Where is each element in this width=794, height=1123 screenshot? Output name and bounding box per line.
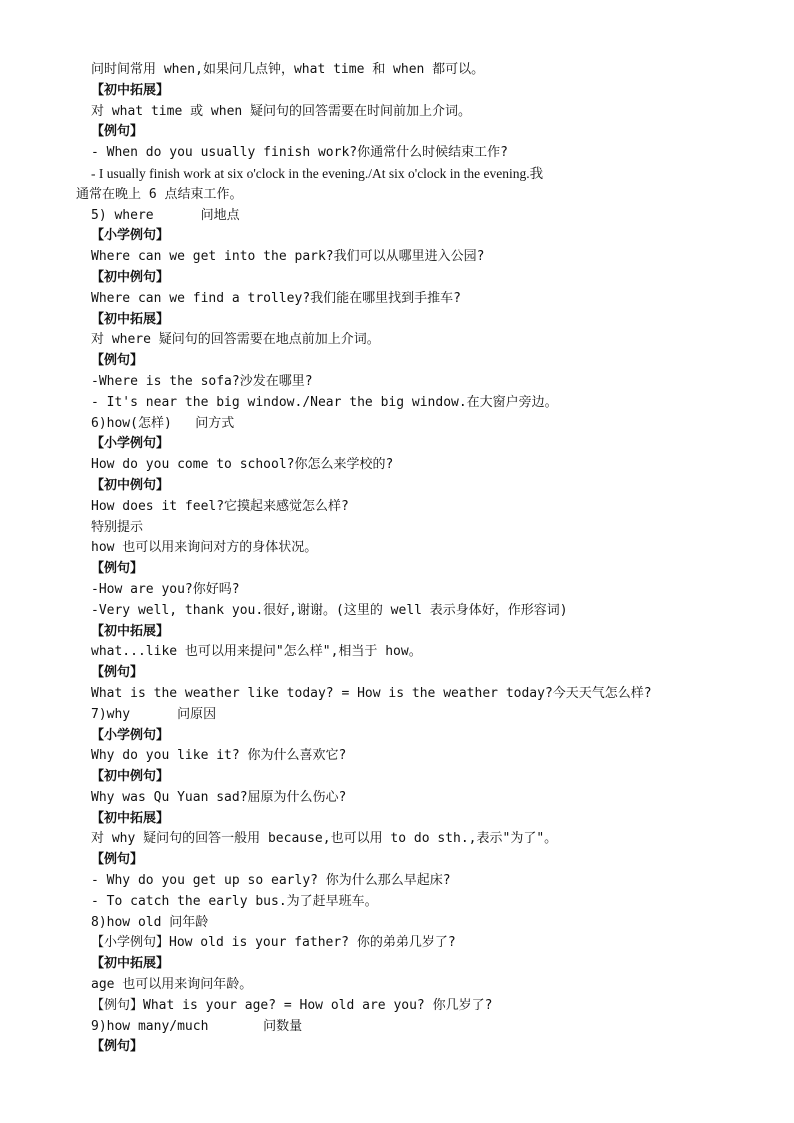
topic-heading: 9)how many/much 问数量 <box>91 1018 303 1034</box>
example-sentence: 【例句】What is your age? = How old are you? 你几岁了? <box>91 997 493 1013</box>
section-label: 【初中例句】 <box>91 269 170 285</box>
text-line: 问时间常用 when,如果问几点钟，what time 和 when 都可以。 <box>91 62 485 77</box>
example-sentence: - It's near the big window./Near the big window.在大窗户旁边。 <box>91 394 558 410</box>
topic-heading: 6)how(怎样) 问方式 <box>91 415 235 431</box>
example-sentence: Where can we get into the park?我们可以从哪里进入公园? <box>91 249 485 265</box>
example-sentence: How do you come to school?你怎么来学校的? <box>91 457 394 473</box>
example-sentence: Why do you like it? 你为什么喜欢它? <box>91 748 347 764</box>
section-label: 【初中例句】 <box>91 769 170 785</box>
example-sentence: - When do you usually finish work?你通常什么时候结束工作? <box>91 145 508 161</box>
text-line: 对 what time 或 when 疑问句的回答需要在时间前加上介词。 <box>91 103 472 119</box>
section-label: 【小学例句】 <box>91 228 170 244</box>
topic-heading: 7)why 问原因 <box>91 706 217 722</box>
example-sentence: - To catch the early bus.为了赶早班车。 <box>91 893 378 909</box>
example-sentence: Where can we find a trolley?我们能在哪里找到手推车? <box>91 290 461 306</box>
example-sentence: -Very well, thank you.很好,谢谢。(这里的 well 表示身体好，作形容词) <box>91 602 568 618</box>
example-sentence: What is the weather like today? = How is the weather today?今天天气怎么样? <box>91 685 652 701</box>
section-label: 【初中拓展】 <box>91 956 170 972</box>
section-label: 【例句】 <box>91 353 144 369</box>
text-line: age 也可以用来询问年龄。 <box>91 977 253 993</box>
section-label: 【初中拓展】 <box>91 623 170 639</box>
topic-heading: 5) where 问地点 <box>91 207 240 223</box>
example-sentence: 【小学例句】How old is your father? 你的弟弟几岁了? <box>91 935 456 951</box>
example-sentence-continuation: 通常在晚上 6 点结束工作。 <box>76 186 243 202</box>
section-label: 【例句】 <box>91 852 144 868</box>
text-line: how 也可以用来询问对方的身体状况。 <box>91 540 318 556</box>
section-label: 【初中拓展】 <box>91 82 170 98</box>
example-sentence: -Where is the sofa?沙发在哪里? <box>91 373 313 389</box>
section-label: 【例句】 <box>91 124 144 140</box>
example-sentence: How does it feel?它摸起来感觉怎么样? <box>91 498 349 514</box>
note-heading: 特别提示 <box>91 519 144 535</box>
section-label: 【例句】 <box>91 1039 144 1055</box>
text-line: 对 where 疑问句的回答需要在地点前加上介词。 <box>91 332 380 348</box>
topic-heading: 8)how old 问年龄 <box>91 914 209 930</box>
section-label: 【初中例句】 <box>91 477 170 493</box>
document-body <box>76 60 736 1058</box>
section-label: 【初中拓展】 <box>91 810 170 826</box>
text-line: 对 why 疑问句的回答一般用 because,也可以用 to do sth.,表示"为了"。 <box>91 831 558 847</box>
example-sentence: - Why do you get up so early? 你为什么那么早起床? <box>91 873 451 889</box>
section-label: 【小学例句】 <box>91 727 170 743</box>
section-label: 【初中拓展】 <box>91 311 170 327</box>
section-label: 【例句】 <box>91 665 144 681</box>
example-sentence: Why was Qu Yuan sad?屈原为什么伤心? <box>91 789 347 805</box>
section-label: 【例句】 <box>91 561 144 577</box>
example-sentence: -How are you?你好吗? <box>91 581 240 597</box>
text-line: what...like 也可以用来提问"怎么样",相当于 how。 <box>91 644 422 660</box>
example-sentence: - I usually finish work at six o'clock in the evening./At six o'clock in the evening.我 <box>91 165 544 181</box>
section-label: 【小学例句】 <box>91 436 170 452</box>
